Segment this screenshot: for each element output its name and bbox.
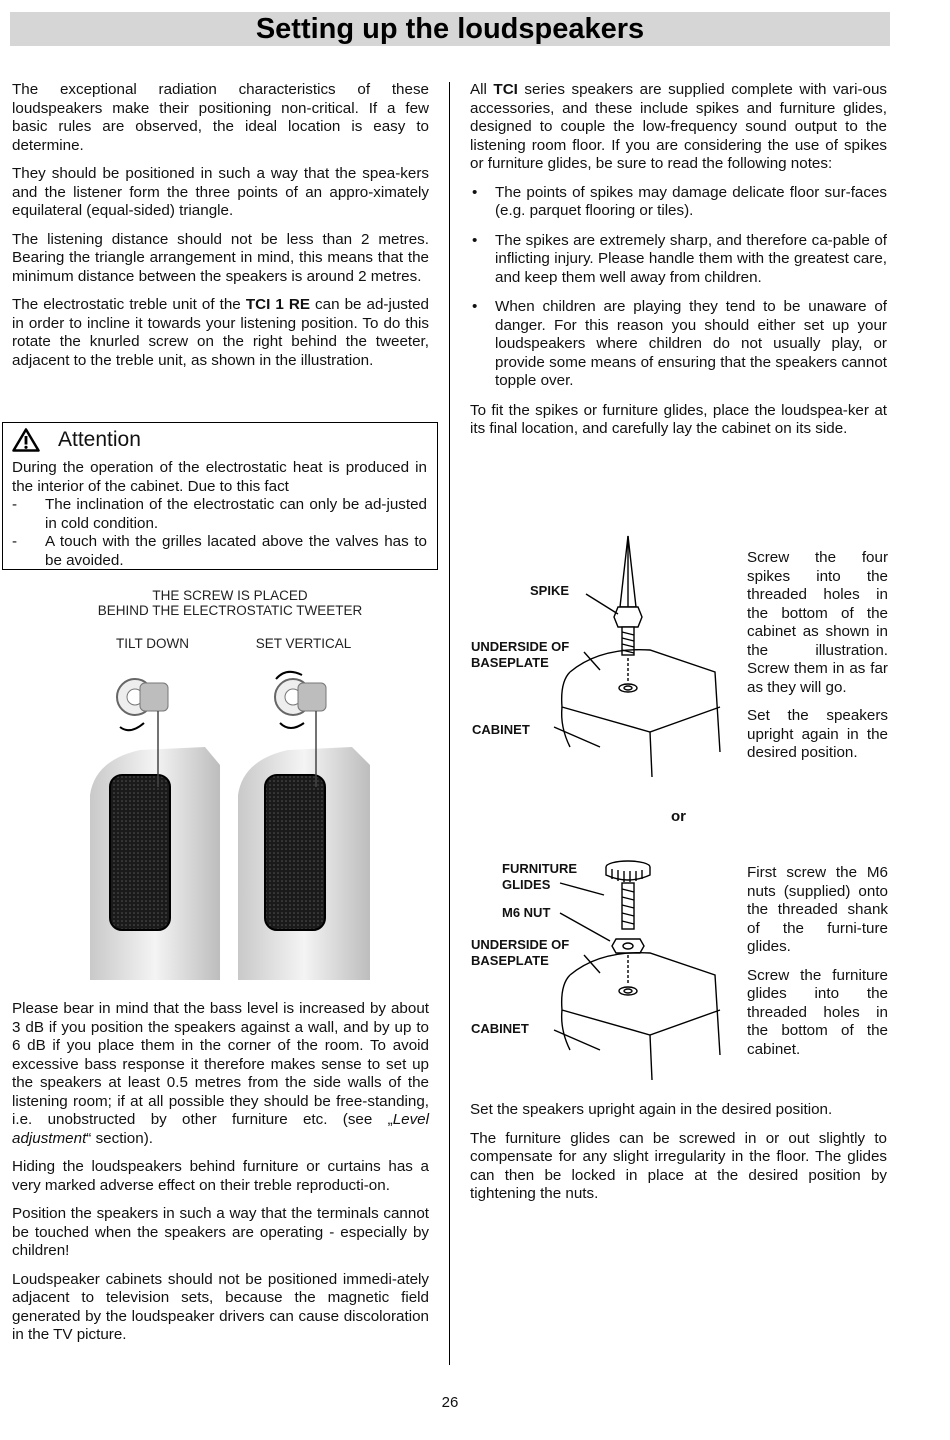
- glide-underside-label-1: UNDERSIDE OF: [471, 937, 570, 952]
- tilt-down-label: TILT DOWN: [116, 636, 189, 651]
- r1-text-b: series speakers are supplied complete with vari-ous accessories, and these include spikes and furniture glides, designed to couple the low-frequency sound output to the listening room floor. If you are considering the use of spikes or furniture glides, be sure to read the following notes:: [470, 81, 887, 172]
- speaker-tilt-down: [90, 679, 220, 980]
- left-paragraph-3: The listening distance should not be less than 2 metres. Bearing the triangle arrangement in mind, this means that the minimum distance between the speakers is around 2 metres.: [12, 230, 429, 285]
- right-paragraph-3: Set the speakers upright again in the desired position.: [470, 1101, 833, 1118]
- right-column-bottom: [470, 1101, 887, 1214]
- underside-label-2: BASEPLATE: [471, 655, 549, 670]
- title-bar: [10, 12, 890, 46]
- m6-nut-label: M6 NUT: [502, 905, 551, 920]
- left-paragraph-5: [12, 1000, 429, 1148]
- level-adjustment-reference: Level adjustment: [12, 1111, 429, 1147]
- right-paragraph-2: To fit the spikes or furniture glides, place the loudspea-ker at its final location, and carefully lay the cabinet on its side.: [470, 401, 887, 437]
- page-title: Setting up the loudspeakers: [255, 13, 645, 45]
- glide-cabinet-label: CABINET: [471, 1021, 529, 1036]
- right-paragraph-1: [470, 81, 887, 174]
- left-paragraph-7: Position the speakers in such a way that the terminals cannot be touched when the speakers are operating - especially by children!: [12, 1205, 429, 1259]
- spike-text-2: Set the speakers upright again in the desired position.: [747, 707, 888, 761]
- glide-text-1: First screw the M6 nuts (supplied) onto the threaded shank of the furni-ture glides.: [747, 864, 888, 955]
- cabinet-label: CABINET: [472, 722, 530, 737]
- left-paragraph-8: Loudspeaker cabinets should not be positioned immedi-ately adjacent to television sets, because the magnetic field generated by the loudspeaker drivers can cause discoloration in the TV picture.: [12, 1270, 429, 1343]
- glide-instructions: [747, 864, 888, 1069]
- attention-item-1: - The inclination of the electrostatic can only be ad-justed in cold condition.: [12, 496, 427, 533]
- p4-text-b: can be ad-justed in order to incline it towards your listening position. To do this rotate the knurled screw on the right behind the tweeter, adjacent to the treble unit, as shown in the illustration.: [12, 296, 430, 369]
- list-item: • When children are playing they tend to be unaware of danger. For this reason you should either set up your loudspeakers where children do not usually play, or provide some means of ensuring that the speakers cannot topple over.: [470, 298, 887, 391]
- furniture-glides-label-2: GLIDES: [502, 877, 551, 892]
- attention-header: [12, 427, 427, 453]
- furniture-glides-label-1: FURNITURE: [502, 861, 578, 876]
- glide-underside-label-2: BASEPLATE: [471, 953, 549, 968]
- page-number: 26: [441, 1394, 459, 1411]
- right-paragraph-4: The furniture glides can be screwed in or out slightly to compensate for any slight irregularity in the floor. The glides can then be locked in place at the desired position by tightening the nuts.: [470, 1129, 887, 1202]
- list-item: • The spikes are extremely sharp, and therefore ca-pable of inflicting injury. Please handle them with the greatest care, and keep them well away from children.: [470, 232, 887, 288]
- r1-text-a: All: [470, 81, 494, 98]
- figure-caption-line-2: BEHIND THE ELECTROSTATIC TWEETER: [97, 603, 363, 618]
- attention-text: During the operation of the electrostatic heat is produced in the interior of the cabinet. Due to this fact: [12, 459, 427, 495]
- left-paragraph-2: They should be positioned in such a way that the spea-kers and the listener form the three points of an appro-ximately equilateral (equal-sided) triangle.: [12, 165, 429, 219]
- figure-caption-line-1: THE SCREW IS PLACED: [152, 588, 308, 603]
- left-paragraph-1: The exceptional radiation characteristics of these loudspeakers make their positioning non-critical. If a few basic rules are observed, the ideal location is easy to determine.: [12, 81, 429, 154]
- spike-label: SPIKE: [530, 583, 570, 598]
- speaker-set-vertical: [238, 672, 370, 980]
- attention-item-2: - A touch with the grilles lacated above the valves has to be avoided.: [12, 533, 427, 570]
- spike-illustration: [540, 532, 740, 777]
- spike-text-1: Screw the four spikes into the threaded holes in the bottom of the cabinet as shown in the illustration. Screw them in as far as they will go.: [747, 549, 888, 696]
- right-column-top: [470, 81, 887, 449]
- p4-text-a: The electrostatic treble unit of the: [12, 296, 246, 313]
- left-paragraph-4: [12, 296, 429, 370]
- attention-heading: Attention: [58, 427, 141, 451]
- attention-box: [2, 422, 438, 570]
- safety-notes-list: [470, 184, 887, 391]
- column-divider: [449, 82, 450, 1365]
- underside-label-1: UNDERSIDE OF: [471, 639, 570, 654]
- warning-icon: [12, 428, 40, 452]
- list-item: • The points of spikes may damage delicate floor sur-faces (e.g. parquet flooring or tiles).: [470, 184, 887, 221]
- left-column-top: [12, 81, 429, 380]
- tweeter-illustration: [80, 655, 380, 985]
- series-name: TCI: [493, 81, 518, 98]
- p5-text-a: Please bear in mind that the bass level is increased by about 3 dB if you position the speakers against a wall, and by up to 6 dB if you place them in the corner of the room. To avoid excessive bass response it therefore makes sense to set up the speakers at least 0.5 metres from the side walls of the listening room; if at all possible they should be free-standing, i.e. unobstructed by other furniture etc. (see „: [12, 1000, 429, 1128]
- set-vertical-label: SET VERTICAL: [255, 636, 352, 651]
- model-name: TCI 1 RE: [245, 296, 310, 313]
- left-paragraph-6: Hiding the loudspeakers behind furniture or curtains has a very marked adverse effect on their treble reproducti-on.: [12, 1158, 429, 1194]
- furniture-glide-illustration: [540, 855, 740, 1085]
- glide-text-2: Screw the furniture glides into the threaded holes in the bottom of the cabinet.: [747, 966, 888, 1058]
- p5-text-b: “ section).: [86, 1129, 153, 1147]
- or-separator: or: [671, 808, 686, 825]
- spike-instructions: [747, 549, 888, 773]
- left-column-bottom: [12, 1000, 429, 1355]
